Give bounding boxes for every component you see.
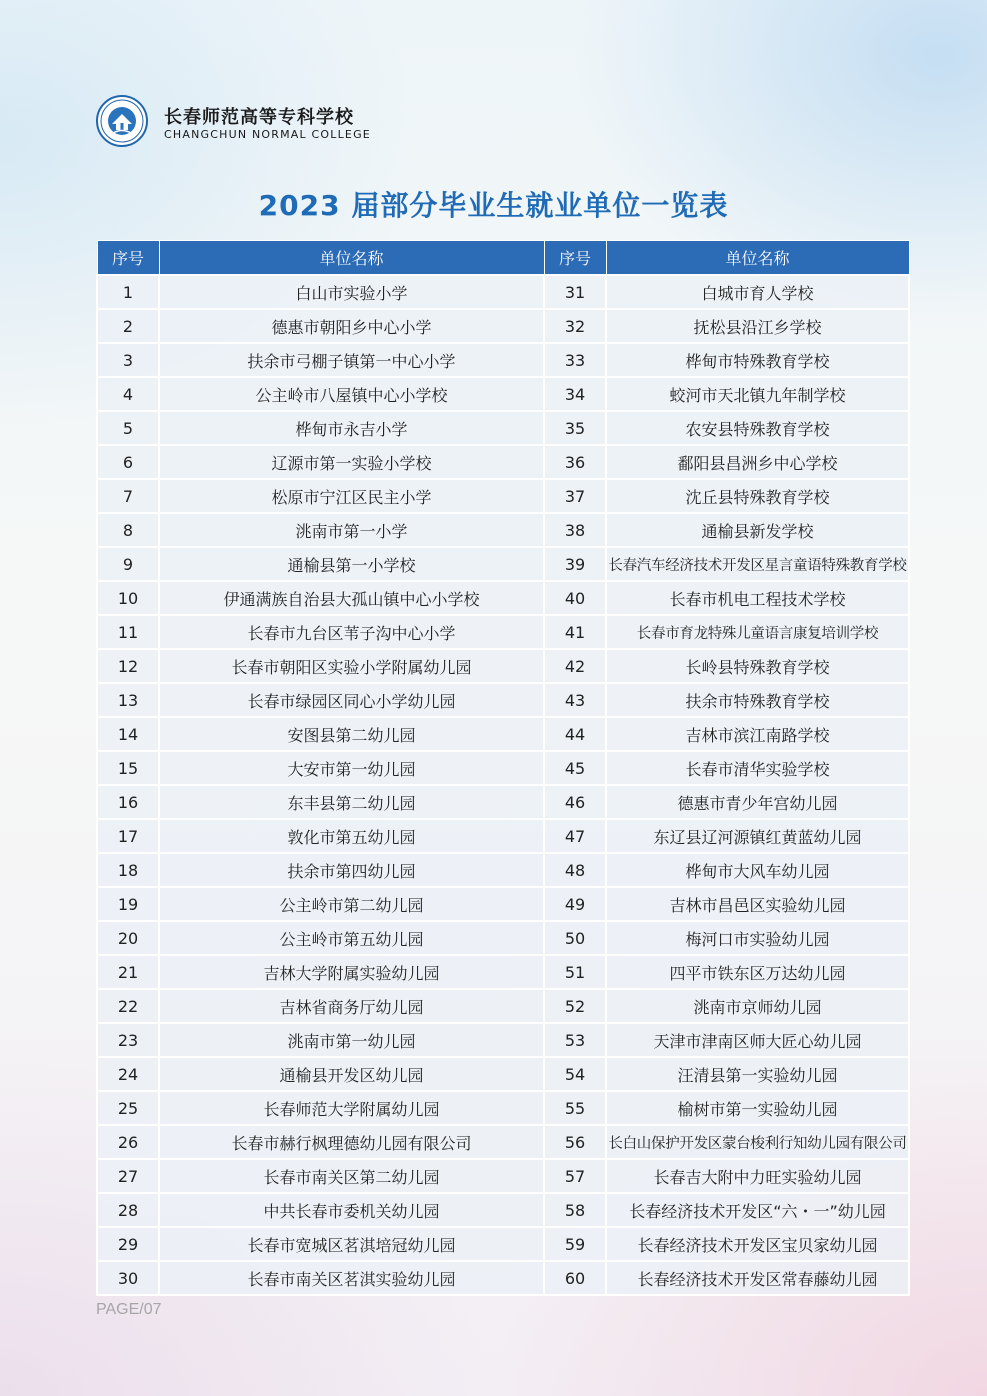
index-cell-right: 32 (544, 309, 606, 343)
unit-name-cell-right: 长春汽车经济技术开发区星言童语特殊教育学校 (606, 547, 909, 581)
unit-name-cell-right: 蛟河市天北镇九年制学校 (606, 377, 909, 411)
index-cell-right: 47 (544, 819, 606, 853)
header-index-right: 序号 (544, 241, 606, 276)
unit-name-cell-right: 天津市津南区师大匠心幼儿园 (606, 1023, 909, 1057)
index-cell-right: 48 (544, 853, 606, 887)
index-cell-right: 49 (544, 887, 606, 921)
index-cell-right: 35 (544, 411, 606, 445)
unit-name-cell-left: 公主岭市八屋镇中心小学校 (159, 377, 544, 411)
header-unit-left: 单位名称 (159, 241, 544, 276)
unit-name-cell-right: 白城市育人学校 (606, 275, 909, 309)
unit-name-cell-left: 通榆县开发区幼儿园 (159, 1057, 544, 1091)
index-cell-left: 19 (97, 887, 159, 921)
table-row (97, 377, 909, 411)
index-cell-left: 2 (97, 309, 159, 343)
index-cell-right: 41 (544, 615, 606, 649)
index-cell-left: 29 (97, 1227, 159, 1261)
unit-name-cell-right: 扶余市特殊教育学校 (606, 683, 909, 717)
index-cell-right: 50 (544, 921, 606, 955)
unit-name-cell-left: 东丰县第二幼儿园 (159, 785, 544, 819)
index-cell-left: 12 (97, 649, 159, 683)
unit-name-cell-left: 长春市绿园区同心小学幼儿园 (159, 683, 544, 717)
index-cell-right: 45 (544, 751, 606, 785)
index-cell-left: 21 (97, 955, 159, 989)
school-logo (96, 95, 386, 147)
index-cell-left: 28 (97, 1193, 159, 1227)
index-cell-right: 52 (544, 989, 606, 1023)
unit-name-cell-left: 长春市朝阳区实验小学附属幼儿园 (159, 649, 544, 683)
index-cell-left: 17 (97, 819, 159, 853)
table-row (97, 1261, 909, 1295)
unit-name-cell-left: 长春师范大学附属幼儿园 (159, 1091, 544, 1125)
unit-name-cell-right: 沈丘县特殊教育学校 (606, 479, 909, 513)
index-cell-left: 9 (97, 547, 159, 581)
table-row (97, 309, 909, 343)
index-cell-left: 20 (97, 921, 159, 955)
table-row (97, 547, 909, 581)
index-cell-right: 46 (544, 785, 606, 819)
table-row (97, 1023, 909, 1057)
unit-name-cell-right: 长春市育龙特殊儿童语言康复培训学校 (606, 615, 909, 649)
unit-name-cell-left: 吉林省商务厅幼儿园 (159, 989, 544, 1023)
table-row (97, 717, 909, 751)
table-row (97, 751, 909, 785)
unit-name-cell-right: 农安县特殊教育学校 (606, 411, 909, 445)
table-row (97, 479, 909, 513)
index-cell-right: 60 (544, 1261, 606, 1295)
unit-name-cell-left: 通榆县第一小学校 (159, 547, 544, 581)
index-cell-left: 10 (97, 581, 159, 615)
table-row (97, 921, 909, 955)
table-row (97, 275, 909, 309)
index-cell-right: 31 (544, 275, 606, 309)
table-row (97, 819, 909, 853)
unit-name-cell-left: 长春市赫行枫理德幼儿园有限公司 (159, 1125, 544, 1159)
index-cell-left: 13 (97, 683, 159, 717)
index-cell-right: 34 (544, 377, 606, 411)
index-cell-right: 38 (544, 513, 606, 547)
unit-name-cell-left: 松原市宁江区民主小学 (159, 479, 544, 513)
unit-name-cell-right: 鄱阳县昌洲乡中心学校 (606, 445, 909, 479)
unit-name-cell-right: 洮南市京师幼儿园 (606, 989, 909, 1023)
table-row (97, 853, 909, 887)
table-row (97, 1125, 909, 1159)
table-row (97, 513, 909, 547)
unit-name-cell-right: 长春经济技术开发区常春藤幼儿园 (606, 1261, 909, 1295)
unit-name-cell-right: 东辽县辽河源镇红黄蓝幼儿园 (606, 819, 909, 853)
index-cell-left: 11 (97, 615, 159, 649)
index-cell-left: 26 (97, 1125, 159, 1159)
unit-name-cell-left: 洮南市第一幼儿园 (159, 1023, 544, 1057)
unit-name-cell-left: 长春市九台区苇子沟中心小学 (159, 615, 544, 649)
index-cell-right: 37 (544, 479, 606, 513)
index-cell-left: 16 (97, 785, 159, 819)
index-cell-right: 53 (544, 1023, 606, 1057)
table-row (97, 411, 909, 445)
index-cell-right: 51 (544, 955, 606, 989)
index-cell-right: 58 (544, 1193, 606, 1227)
unit-name-cell-right: 长白山保护开发区蒙台梭利行知幼儿园有限公司 (606, 1125, 909, 1159)
table-row (97, 989, 909, 1023)
unit-name-cell-right: 长春经济技术开发区“六・一”幼儿园 (606, 1193, 909, 1227)
table-row (97, 1193, 909, 1227)
table-row (97, 887, 909, 921)
school-emblem-icon (96, 95, 148, 147)
table-row (97, 445, 909, 479)
school-name-cn: 长春师范高等专科学校 (164, 107, 354, 128)
unit-name-cell-right: 通榆县新发学校 (606, 513, 909, 547)
index-cell-right: 40 (544, 581, 606, 615)
unit-name-cell-left: 长春市宽城区茗淇培冠幼儿园 (159, 1227, 544, 1261)
employment-table (96, 240, 908, 1296)
index-cell-left: 24 (97, 1057, 159, 1091)
index-cell-right: 44 (544, 717, 606, 751)
index-cell-right: 56 (544, 1125, 606, 1159)
unit-name-cell-left: 辽源市第一实验小学校 (159, 445, 544, 479)
table-row (97, 649, 909, 683)
header-index-left: 序号 (97, 241, 159, 276)
page-title: 2023 届部分毕业生就业单位一览表 (258, 189, 729, 222)
index-cell-left: 18 (97, 853, 159, 887)
table-row (97, 785, 909, 819)
unit-name-cell-left: 中共长春市委机关幼儿园 (159, 1193, 544, 1227)
unit-name-cell-right: 德惠市青少年宫幼儿园 (606, 785, 909, 819)
unit-name-cell-right: 长春市清华实验学校 (606, 751, 909, 785)
unit-name-cell-right: 吉林市昌邑区实验幼儿园 (606, 887, 909, 921)
school-name-en: CHANGCHUN NORMAL COLLEGE (164, 128, 371, 141)
unit-name-cell-left: 洮南市第一小学 (159, 513, 544, 547)
index-cell-right: 54 (544, 1057, 606, 1091)
unit-name-cell-left: 德惠市朝阳乡中心小学 (159, 309, 544, 343)
index-cell-right: 55 (544, 1091, 606, 1125)
index-cell-left: 8 (97, 513, 159, 547)
unit-name-cell-left: 吉林大学附属实验幼儿园 (159, 955, 544, 989)
unit-name-cell-left: 扶余市弓棚子镇第一中心小学 (159, 343, 544, 377)
index-cell-left: 3 (97, 343, 159, 377)
unit-name-cell-right: 长岭县特殊教育学校 (606, 649, 909, 683)
index-cell-left: 4 (97, 377, 159, 411)
table-row (97, 1227, 909, 1261)
unit-name-cell-left: 伊通满族自治县大孤山镇中心小学校 (159, 581, 544, 615)
index-cell-left: 14 (97, 717, 159, 751)
index-cell-left: 27 (97, 1159, 159, 1193)
index-cell-right: 57 (544, 1159, 606, 1193)
unit-name-cell-right: 长春吉大附中力旺实验幼儿园 (606, 1159, 909, 1193)
index-cell-right: 33 (544, 343, 606, 377)
unit-name-cell-right: 吉林市滨江南路学校 (606, 717, 909, 751)
index-cell-right: 59 (544, 1227, 606, 1261)
unit-name-cell-left: 扶余市第四幼儿园 (159, 853, 544, 887)
header-unit-right: 单位名称 (606, 241, 909, 276)
index-cell-right: 42 (544, 649, 606, 683)
unit-name-cell-left: 白山市实验小学 (159, 275, 544, 309)
unit-name-cell-left: 公主岭市第五幼儿园 (159, 921, 544, 955)
unit-name-cell-right: 桦甸市大风车幼儿园 (606, 853, 909, 887)
table-body (97, 275, 909, 1295)
unit-name-cell-right: 桦甸市特殊教育学校 (606, 343, 909, 377)
unit-name-cell-right: 抚松县沿江乡学校 (606, 309, 909, 343)
index-cell-left: 25 (97, 1091, 159, 1125)
index-cell-left: 22 (97, 989, 159, 1023)
unit-name-cell-left: 桦甸市永吉小学 (159, 411, 544, 445)
unit-name-cell-left: 大安市第一幼儿园 (159, 751, 544, 785)
table-row (97, 1159, 909, 1193)
index-cell-right: 43 (544, 683, 606, 717)
index-cell-left: 23 (97, 1023, 159, 1057)
table-row (97, 615, 909, 649)
unit-name-cell-left: 敦化市第五幼儿园 (159, 819, 544, 853)
index-cell-right: 39 (544, 547, 606, 581)
table-row (97, 955, 909, 989)
page-number: PAGE/07 (96, 1301, 162, 1318)
unit-name-cell-left: 公主岭市第二幼儿园 (159, 887, 544, 921)
index-cell-left: 6 (97, 445, 159, 479)
table-row (97, 683, 909, 717)
table-row (97, 343, 909, 377)
table-row (97, 1091, 909, 1125)
index-cell-left: 15 (97, 751, 159, 785)
table-row (97, 581, 909, 615)
unit-name-cell-right: 长春经济技术开发区宝贝家幼儿园 (606, 1227, 909, 1261)
unit-name-cell-left: 长春市南关区茗淇实验幼儿园 (159, 1261, 544, 1295)
unit-name-cell-right: 汪清县第一实验幼儿园 (606, 1057, 909, 1091)
table-row (97, 1057, 909, 1091)
unit-name-cell-left: 安图县第二幼儿园 (159, 717, 544, 751)
index-cell-left: 7 (97, 479, 159, 513)
unit-name-cell-right: 榆树市第一实验幼儿园 (606, 1091, 909, 1125)
unit-name-cell-right: 梅河口市实验幼儿园 (606, 921, 909, 955)
index-cell-right: 36 (544, 445, 606, 479)
unit-name-cell-left: 长春市南关区第二幼儿园 (159, 1159, 544, 1193)
index-cell-left: 30 (97, 1261, 159, 1295)
unit-name-cell-right: 四平市铁东区万达幼儿园 (606, 955, 909, 989)
table-header-row (97, 241, 909, 276)
index-cell-left: 5 (97, 411, 159, 445)
index-cell-left: 1 (97, 275, 159, 309)
unit-name-cell-right: 长春市机电工程技术学校 (606, 581, 909, 615)
